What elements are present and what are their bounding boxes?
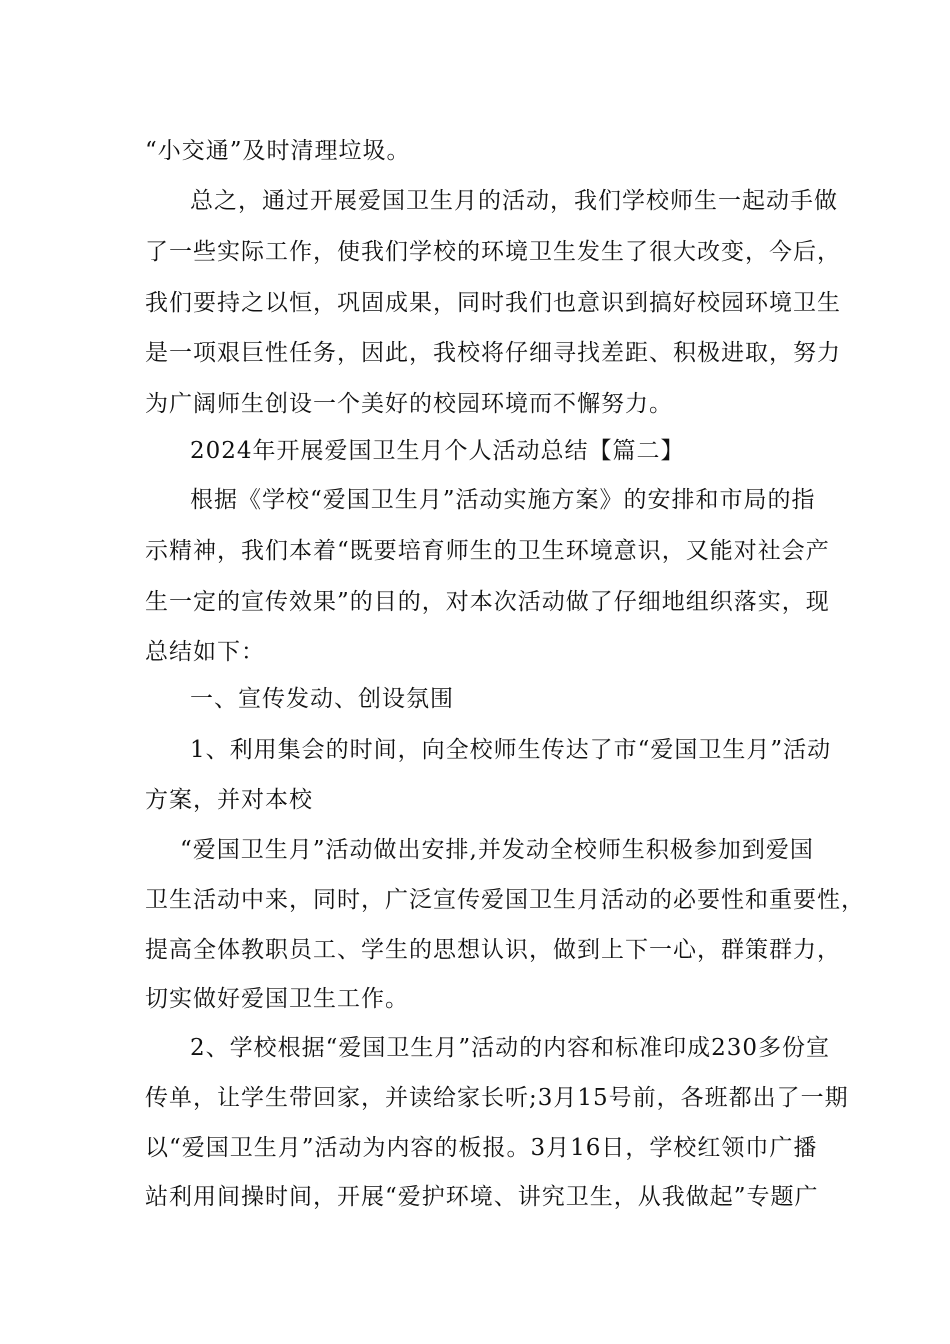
paragraph-line: 1、利用集会的时间，向全校师生传达了市“爱国卫生月”活动 bbox=[190, 737, 832, 763]
paragraph-line: 站利用间操时间，开展“爱护环境、讲究卫生，从我做起”专题广 bbox=[145, 1184, 819, 1210]
paragraph-line: 卫生活动中来，同时，广泛宣传爱国卫生月活动的必要性和重要性， bbox=[145, 887, 865, 913]
paragraph-line: 我们要持之以恒，巩固成果，同时我们也意识到搞好校园环境卫生 bbox=[145, 290, 841, 316]
paragraph-line: 是一项艰巨性任务，因此，我校将仔细寻找差距、积极进取，努力 bbox=[145, 340, 841, 366]
paragraph-line: 提高全体教职员工、学生的思想认识，做到上下一心，群策群力， bbox=[145, 937, 841, 963]
paragraph-line: 传单，让学生带回家，并读给家长听;3月15号前，各班都出了一期 bbox=[145, 1085, 849, 1111]
paragraph-line: 切实做好爱国卫生工作。 bbox=[145, 986, 409, 1012]
subsection-heading: 一、宣传发动、创设氛围 bbox=[190, 686, 454, 712]
paragraph-line: 为广阔师生创设一个美好的校园环境而不懈努力。 bbox=[145, 391, 673, 417]
paragraph-line: 总之，通过开展爱国卫生月的活动，我们学校师生一起动手做 bbox=[190, 188, 838, 214]
section-heading: 2024年开展爱国卫生月个人活动总结【篇二】 bbox=[190, 438, 685, 464]
paragraph-line: 了一些实际工作，使我们学校的环境卫生发生了很大改变，今后， bbox=[145, 239, 841, 265]
paragraph-line: 根据《学校“爱国卫生月”活动实施方案》的安排和市局的指 bbox=[190, 487, 816, 513]
paragraph-line: 2、学校根据“爱国卫生月”活动的内容和标准印成230多份宣 bbox=[190, 1035, 831, 1061]
paragraph-line: 示精神，我们本着“既要培育师生的卫生环境意识，又能对社会产 bbox=[145, 538, 830, 564]
paragraph-line: “爱国卫生月”活动做出安排,并发动全校师生积极参加到爱国 bbox=[180, 837, 814, 863]
paragraph-line: 生一定的宣传效果”的目的，对本次活动做了仔细地组织落实，现 bbox=[145, 589, 830, 615]
paragraph-line: 方案，并对本校 bbox=[145, 787, 313, 813]
paragraph-line: “小交通”及时清理垃圾。 bbox=[145, 138, 411, 164]
paragraph-line: 总结如下： bbox=[145, 639, 265, 665]
paragraph-line: 以“爱国卫生月”活动为内容的板报。3月16日，学校红领巾广播 bbox=[145, 1135, 818, 1161]
